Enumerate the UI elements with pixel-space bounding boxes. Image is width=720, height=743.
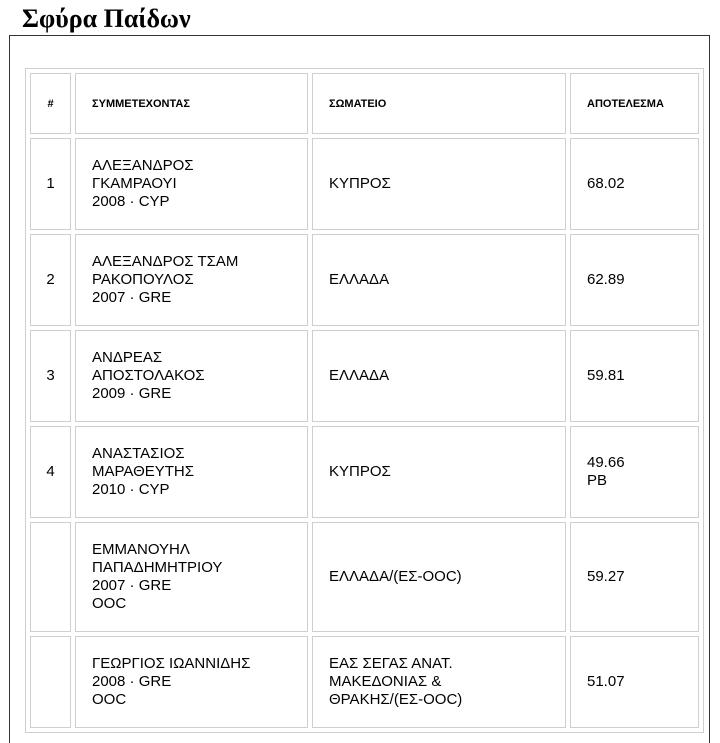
athlete-name-line: ΡΑΚΟΠΟΥΛΟΣ [92,271,194,288]
header-athlete: ΣΥΜΜΕΤΕΧΟΝΤΑΣ [75,73,308,134]
table-header-row [30,73,699,134]
table-row [30,330,699,422]
athlete-year-country: 2008 · CYP [92,193,170,210]
club-cell [312,636,566,728]
athlete-cell [75,138,308,230]
result-cell [570,636,699,728]
athlete-name-line: ΑΛΕΞΑΝΔΡΟΣ ΤΣΑΜ [92,253,239,270]
result-cell [570,138,699,230]
athlete-name-line: ΑΠΟΣΤΟΛΑΚΟΣ [92,367,205,384]
club-cell [312,330,566,422]
athlete-cell [75,234,308,326]
athlete-name-line: ΕΜΜΑΝΟΥΗΛ [92,541,190,558]
results-frame [9,35,710,743]
athlete-cell [75,426,308,518]
club-line: ΜΑΚΕΔΟΝΙΑΣ & [329,673,442,690]
rank-cell: 3 [30,330,71,422]
table-row [30,138,699,230]
rank-cell: 4 [30,426,71,518]
rank-cell: 2 [30,234,71,326]
result-cell [570,234,699,326]
athlete-cell [75,330,308,422]
table-row [30,636,699,728]
result-value: 59.27 [587,568,625,585]
club-line: ΚΥΠΡΟΣ [329,175,391,192]
athlete-name-line: ΠΑΠΑΔΗΜΗΤΡΙΟΥ [92,559,223,576]
table-row [30,234,699,326]
athlete-cell [75,636,308,728]
athlete-status: OOC [92,691,127,708]
athlete-name-line: ΑΝΔΡΕΑΣ [92,349,163,366]
club-line: ΕΛΛΑΔΑ [329,271,390,288]
result-cell [570,330,699,422]
club-cell [312,234,566,326]
athlete-status: OOC [92,595,127,612]
club-line: ΕΑΣ ΣΕΓΑΣ ΑΝΑΤ. [329,655,453,672]
rank-cell: 1 [30,138,71,230]
result-cell [570,426,699,518]
athlete-name-line: ΑΛΕΞΑΝΔΡΟΣ [92,157,194,174]
athlete-name-line: ΜΑΡΑΘΕΥΤΗΣ [92,463,195,480]
club-cell [312,138,566,230]
club-line: ΚΥΠΡΟΣ [329,463,391,480]
rank-cell [30,636,71,728]
result-note: PB [587,472,608,489]
result-value: 49.66 [587,454,625,471]
club-line: ΕΛΛΑΔΑ/(ΕΣ-ΟΟC) [329,568,462,585]
result-value: 68.02 [587,175,625,192]
result-value: 51.07 [587,673,625,690]
header-club: ΣΩΜΑΤΕΙΟ [312,73,566,134]
athlete-cell [75,522,308,632]
athlete-year-country: 2010 · CYP [92,481,170,498]
athlete-name-line: ΑΝΑΣΤΑΣΙΟΣ [92,445,185,462]
result-value: 59.81 [587,367,625,384]
club-line: ΕΛΛΑΔΑ [329,367,390,384]
club-cell [312,426,566,518]
club-line: ΘΡΑΚΗΣ/(ΕΣ-ΟΟC) [329,691,463,708]
table-row [30,426,699,518]
athlete-year-country: 2009 · GRE [92,385,172,402]
rank-cell [30,522,71,632]
club-cell [312,522,566,632]
results-table [25,68,704,733]
athlete-name-line: ΓΕΩΡΓΙΟΣ ΙΩΑΝΝΙΔΗΣ [92,655,251,672]
page-title: Σφύρα Παίδων [22,4,191,33]
header-result: ΑΠΟΤΕΛΕΣΜΑ [570,73,699,134]
result-value: 62.89 [587,271,625,288]
result-cell [570,522,699,632]
table-row [30,522,699,632]
athlete-name-line: ΓΚΑΜΡΑΟΥΙ [92,175,177,192]
athlete-year-country: 2007 · GRE [92,289,172,306]
header-rank: # [30,73,71,134]
athlete-year-country: 2008 · GRE [92,673,172,690]
athlete-year-country: 2007 · GRE [92,577,172,594]
